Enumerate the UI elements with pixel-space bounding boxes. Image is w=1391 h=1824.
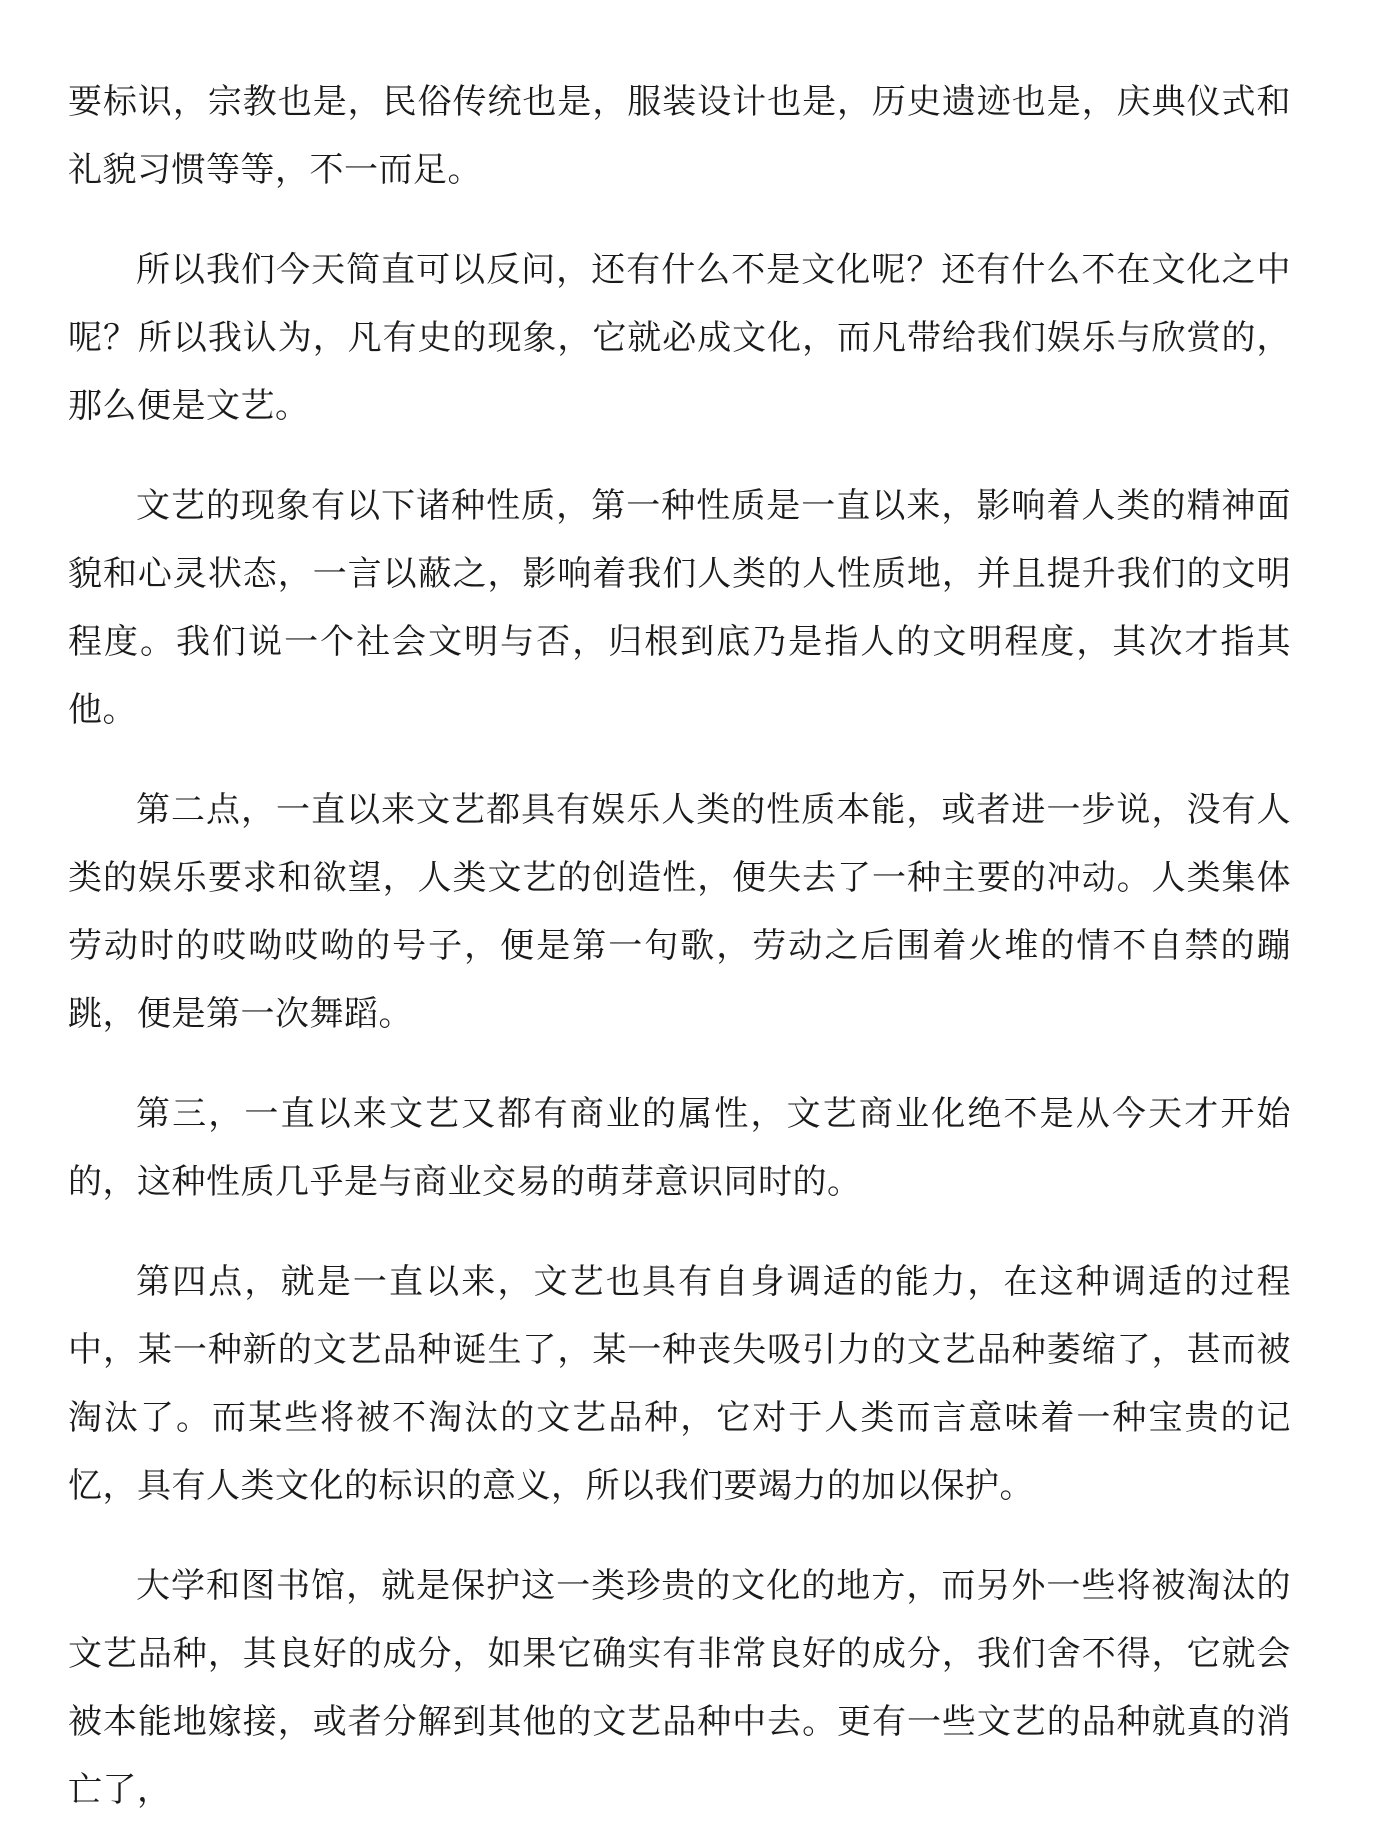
paragraph-7: 大学和图书馆，就是保护这一类珍贵的文化的地方，而另外一些将被淘汰的文艺品种，其良好的成分，如果它确实有非常良好的成分，我们舍不得，它就会被本能地嫁接，或者分解到其他的文艺品种中去。更有一些文艺的品种就真的消亡了， [68,1566,1291,1810]
paragraph-2: 所以我们今天简直可以反问，还有什么不是文化呢？还有什么不在文化之中呢？所以我认为，凡有史的现象，它就必成文化，而凡带给我们娱乐与欣赏的，那么便是文艺。 [68,250,1291,426]
paragraph-3: 文艺的现象有以下诸种性质，第一种性质是一直以来，影响着人类的精神面貌和心灵状态，一言以蔽之，影响着我们人类的人性质地，并且提升我们的文明程度。我们说一个社会文明与否，归根到底乃是指人的文明程度，其次才指其他。 [68,486,1291,730]
paragraph-5: 第三，一直以来文艺又都有商业的属性，文艺商业化绝不是从今天才开始的，这种性质几乎是与商业交易的萌芽意识同时的。 [68,1094,1291,1202]
paragraph-4: 第二点，一直以来文艺都具有娱乐人类的性质本能，或者进一步说，没有人类的娱乐要求和欲望，人类文艺的创造性，便失去了一种主要的冲动。人类集体劳动时的哎呦哎呦的号子，便是第一句歌，劳动之后围着火堆的情不自禁的蹦跳，便是第一次舞蹈。 [68,790,1291,1034]
paragraph-6: 第四点，就是一直以来，文艺也具有自身调适的能力，在这种调适的过程中，某一种新的文艺品种诞生了，某一种丧失吸引力的文艺品种萎缩了，甚而被淘汰了。而某些将被不淘汰的文艺品种，它对于人类而言意味着一种宝贵的记忆，具有人类文化的标识的意义，所以我们要竭力的加以保护。 [68,1262,1291,1506]
paragraph-1: 要标识，宗教也是，民俗传统也是，服装设计也是，历史遗迹也是，庆典仪式和礼貌习惯等等，不一而足。 [68,82,1291,190]
